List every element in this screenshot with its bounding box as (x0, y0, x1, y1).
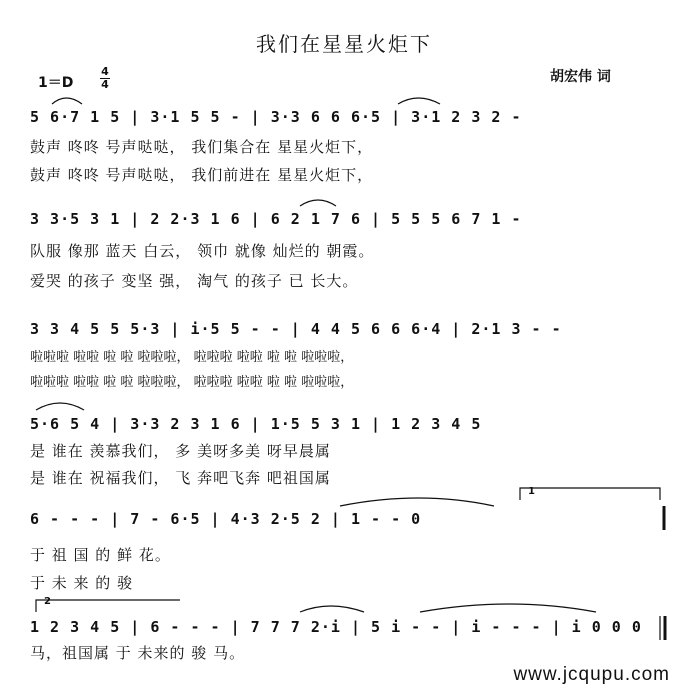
volta-2-bracket (36, 600, 180, 612)
notation-line-5: 6 - - - | 7 - 6·5 | 4·3 2·5 2 | 1 - - 0 (30, 510, 422, 528)
notation-line-3: 3 3 4 5 5 5·3 | i·5 5 - - | 4 4 5 6 6 6·4 | 2·1 3 - - (30, 320, 562, 338)
notation-line-2: 3 3·5 3 1 | 2 2·3 1 6 | 6 2 1 7 6 | 5 5 5 6 7 1 - (30, 210, 522, 228)
volta-2-label: 2 (44, 596, 51, 607)
notation-line-4: 5·6 5 4 | 3·3 2 3 1 6 | 1·5 5 3 1 | 1 2 3 4 5 (30, 415, 482, 433)
lyric-line-3a: 啦啦啦 啦啦 啦 啦 啦啦啦， 啦啦啦 啦啦 啦 啦 啦啦啦， (30, 350, 354, 365)
tie-arc (340, 498, 494, 506)
tie-arc (300, 606, 364, 612)
lyric-line-2a: 队服 像那 蓝天 白云， 领巾 就像 灿烂的 朝霞。 (30, 242, 375, 260)
song-title: 我们在星星火炬下 (256, 32, 432, 56)
tie-arc (36, 403, 84, 410)
lyric-line-6a: 马，祖国属 于 未来的 骏 马。 (30, 644, 246, 662)
lyric-line-4a: 是 谁在 羡慕我们， 多 美呀多美 呀早晨属 (30, 442, 331, 460)
lyric-line-1b: 鼓声 咚咚 号声哒哒， 我们前进在 星星火炬下， (30, 166, 374, 184)
notation-line-1: 5 6·7 1 5 | 3·1 5 5 - | 3·3 6 6 6·5 | 3·1 2 3 2 - (30, 108, 522, 126)
volta-1-bracket (520, 488, 660, 500)
tie-arc (52, 98, 82, 104)
time-signature (100, 66, 110, 91)
tie-arc (398, 98, 440, 104)
lyricist-credit: 胡宏伟 词 (550, 69, 611, 85)
volta-1-label: 1 (528, 486, 535, 497)
lyric-line-3b: 啦啦啦 啦啦 啦 啦 啦啦啦， 啦啦啦 啦啦 啦 啦 啦啦啦， (30, 375, 354, 390)
lyric-line-2b: 爱哭 的孩子 变坚 强， 淘气 的孩子 已 长大。 (30, 272, 359, 290)
site-watermark: www.jcqupu.com (513, 664, 670, 685)
lyric-line-5a: 于 祖 国 的 鲜 花。 (30, 546, 171, 564)
meter-bottom: 4 (101, 78, 109, 91)
notation-line-6: 1 2 3 4 5 | 6 - - - | 7 7 7 2·i | 5 i - - | i - - - | i 0 0 0 (30, 618, 642, 636)
lyric-line-4b: 是 谁在 祝福我们， 飞 奔吧飞奔 吧祖国属 (30, 469, 331, 487)
lyric-line-1a: 鼓声 咚咚 号声哒哒， 我们集合在 星星火炬下， (30, 138, 374, 156)
tie-arc (420, 604, 596, 612)
meter-top: 4 (101, 65, 109, 78)
tie-arc (300, 200, 336, 206)
lyric-line-5b: 于 未 来 的 骏 (30, 574, 134, 592)
key-signature: 1＝D (38, 75, 74, 91)
